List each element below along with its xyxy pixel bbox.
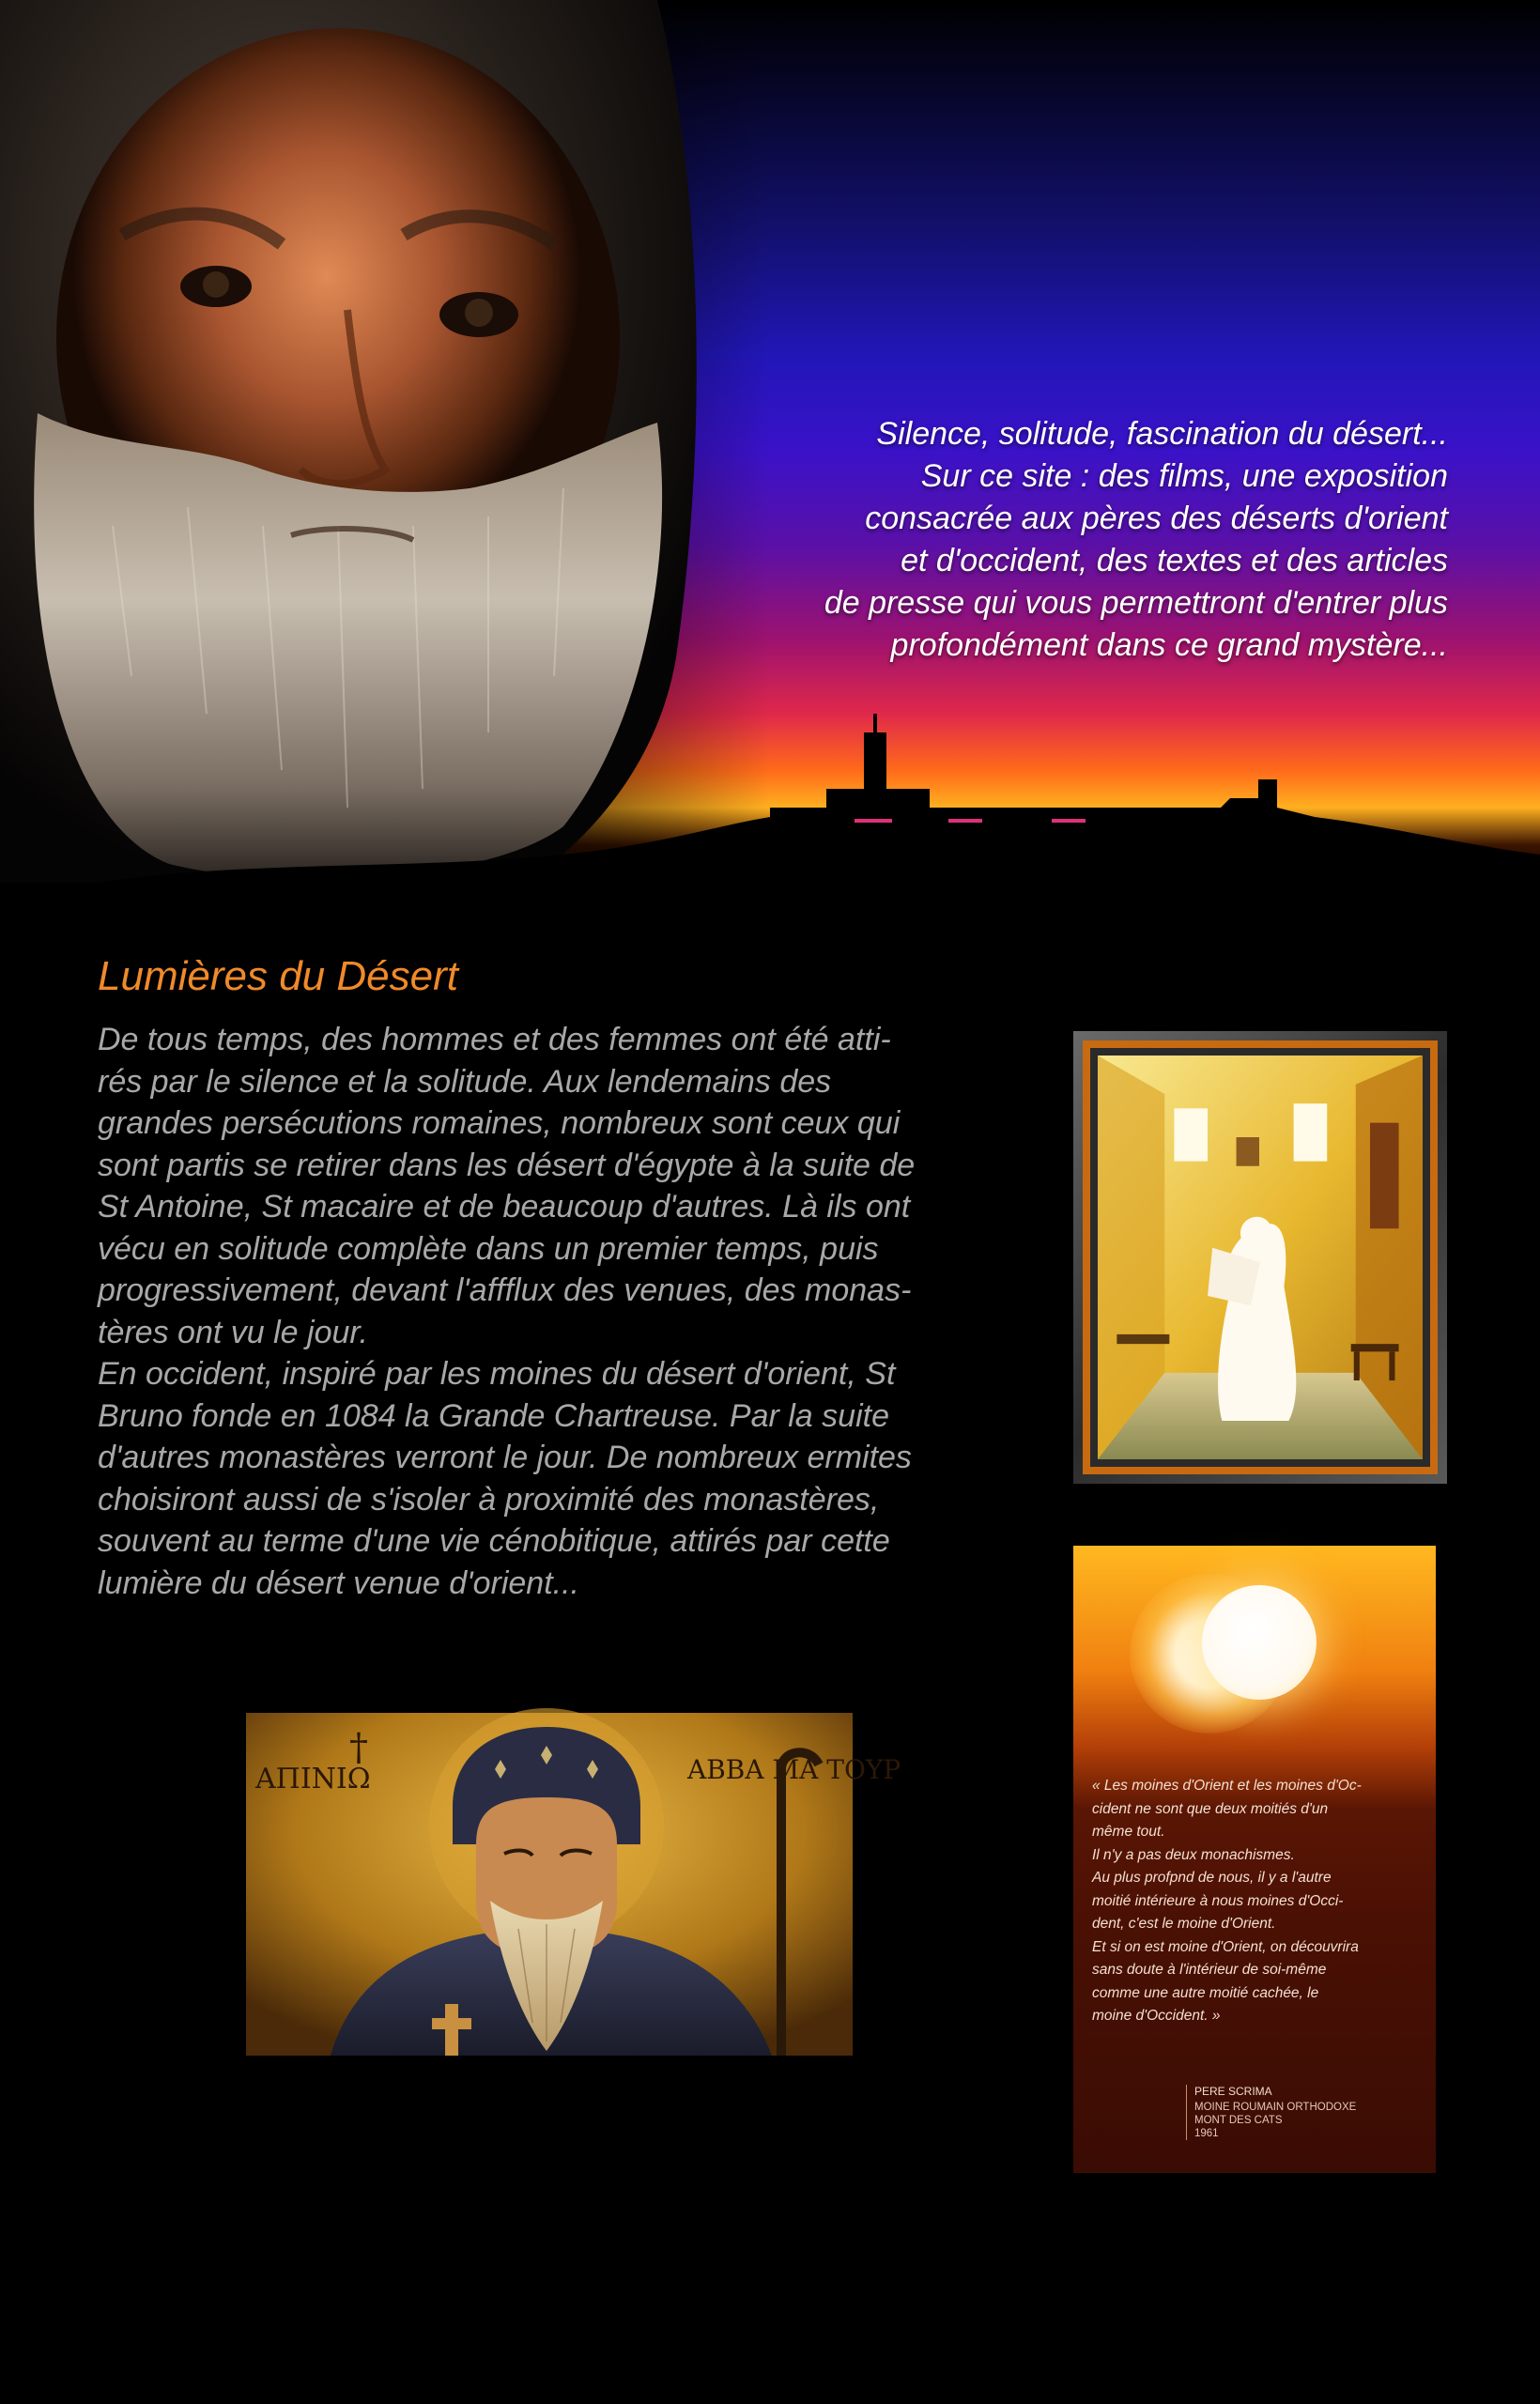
icon-inscription-left: ΑΠΙΝΙΩ bbox=[255, 1763, 371, 1795]
quote-line: comme une autre moitié cachée, le bbox=[1092, 1984, 1319, 2001]
intro-line: de presse qui vous permettront d'entrer plus bbox=[824, 585, 1448, 621]
quote-line: cident ne sont que deux moitiés d'un bbox=[1092, 1800, 1329, 1817]
icon-cross-symbol: † bbox=[349, 1726, 368, 1769]
paragraph-line: Bruno fonde en 1084 la Grande Chartreuse. Par la suite bbox=[98, 1397, 889, 1434]
paragraph-line: En occident, inspiré par les moines du désert d'orient, St bbox=[98, 1356, 896, 1392]
quote-line: Il n'y a pas deux monachismes. bbox=[1092, 1846, 1295, 1863]
quote-line: « Les moines d'Orient et les moines d'Oc- bbox=[1092, 1778, 1362, 1794]
hero-banner bbox=[0, 0, 1540, 939]
quote-author-role: MOINE ROUMAIN ORTHODOXE bbox=[1194, 2102, 1357, 2113]
quote-line: moine d'Occident. » bbox=[1092, 2008, 1221, 2024]
paragraph-line: sont partis se retirer dans les désert d'égypte à la suite de bbox=[98, 1147, 916, 1183]
quote-line: Au plus profpnd de nous, il y a l'autre bbox=[1092, 1870, 1332, 1886]
quote-author: PERE SCRIMA bbox=[1194, 2085, 1272, 2098]
monastery-silhouette bbox=[0, 714, 1540, 958]
framed-painting bbox=[1073, 1031, 1447, 1484]
intro-line: Silence, solitude, fascination du désert... bbox=[876, 416, 1448, 452]
quote-line: sans doute à l'intérieur de soi-même bbox=[1092, 1962, 1327, 1978]
quote-line: dent, c'est le moine d'Orient. bbox=[1092, 1916, 1276, 1932]
paragraph-line: St Antoine, St macaire et de beaucoup d'autres. Là ils ont bbox=[98, 1189, 911, 1225]
paragraph-line: souvent au terme d'une vie cénobitique, attirés par cette bbox=[98, 1523, 890, 1559]
paragraph-line: grandes persécutions romaines, nombreux sont ceux qui bbox=[98, 1105, 901, 1141]
section-title: Lumières du Désert bbox=[98, 953, 458, 999]
paragraph-line: d'autres monastères verront le jour. De nombreux ermites bbox=[98, 1440, 912, 1475]
sun-icon bbox=[1202, 1585, 1317, 1700]
intro-line: consacrée aux pères des déserts d'orient bbox=[865, 501, 1448, 536]
paragraph-line: vécu en solitude complète dans un premier temps, puis bbox=[98, 1230, 879, 1267]
quote-line: Et si on est moine d'Orient, on découvrira bbox=[1092, 1938, 1359, 1955]
intro-line: et d'occident, des textes et des articles bbox=[901, 543, 1448, 578]
intro-line: Sur ce site : des films, une exposition bbox=[920, 458, 1448, 494]
paragraph-line: rés par le silence et la solitude. Aux lendemains des bbox=[98, 1063, 832, 1100]
paragraph-line: choisiront aussi de s'isoler à proximité des monastères, bbox=[98, 1481, 880, 1518]
paragraph-line: progressivement, devant l'affflux des venues, des monas- bbox=[98, 1272, 912, 1308]
frame-dark-border bbox=[1090, 1048, 1430, 1467]
frame-orange-border bbox=[1083, 1040, 1438, 1474]
section-paragraph bbox=[98, 1019, 999, 1604]
quote-attribution bbox=[1186, 2085, 1420, 2140]
intro-line: profondément dans ce grand mystère... bbox=[890, 627, 1448, 663]
paragraph-line: De tous temps, des hommes et des femmes ont été atti- bbox=[98, 1022, 891, 1057]
quote-year: 1961 bbox=[1194, 2128, 1219, 2139]
quote-text bbox=[1092, 1775, 1421, 2028]
quote-place: MONT DES CATS bbox=[1194, 2115, 1283, 2126]
quote-card bbox=[1073, 1546, 1436, 2173]
quote-line: moitié intérieure à nous moines d'Occi- bbox=[1092, 1892, 1344, 1909]
paragraph-line: lumière du désert venue d'orient... bbox=[98, 1564, 580, 1601]
paragraph-line: tères ont vu le jour. bbox=[98, 1314, 368, 1350]
quote-line: même tout. bbox=[1092, 1824, 1165, 1840]
saint-icon-image bbox=[246, 1713, 901, 2056]
intro-text-block bbox=[603, 413, 1448, 667]
icon-inscription-right: ΑΒΒΑ ΜΑ ΤΟΥΡ bbox=[687, 1754, 901, 1785]
cell-painting-image bbox=[1098, 1056, 1423, 1459]
